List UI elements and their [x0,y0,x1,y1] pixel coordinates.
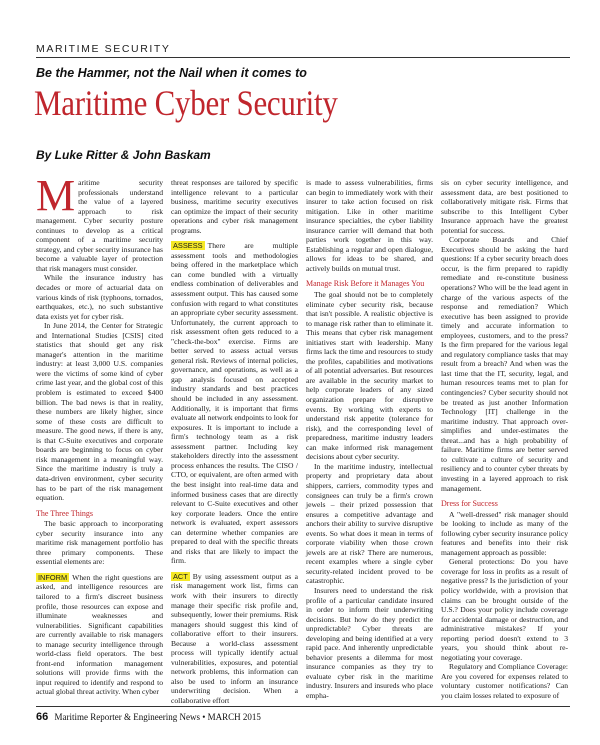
paragraph: is made to assess vulnerabilities, firms can begin to immediately work with their insurer to take action focused on risk mitigation. Like in other maritime insurance specialties, the cyber liability insurance carrier will demand that both parties work together in this way. Establishing a regular and open dialogue, allows for ideas to be shared, and actively builds on mutual trust. [306,178,433,273]
paragraph: Regulatory and Compliance Coverage: Are you covered for expenses related to voluntary customer notifications? Can you claim losses related to exposure of [441,662,568,700]
column-3 [306,178,433,701]
paragraph-assess: ASSESS There are multiple assessment tools and methodologies being offered in the marketplace which can come bundled with a virtually endless combination of deliverables and assessment output. This has caused some confusion with regard to what constitutes an appropriate cyber security assessment. Unfortunately, the current approach to risk assessment often gets reduced to a "check-the-box" exercise. Firms are better served to assess actual versus general risk. Reviews of internal policies, governance, and operations, as well as a gap analysis focused on accepted industry standards and best practices should be included in any assessment. Additionally, it is important that firms evaluate all network endpoints to look for exposures. It is important to include a firm's technology team as a risk assessment partner. Including key stakeholders directly into the assessment process enhances the results. The CISO / CTO, or equivalent, are often armed with the best insight into real-time data and informed business cases that are directly relevant to C-Suite executives and other key corporate leaders. Once the entire network is evaluated, expert assessors can determine whether companies are prepared to deal with the specific threats and risks that are likely to impact the firm. [171,241,298,566]
paragraph: The basic approach to incorporating cyber security insurance into any maritime risk management portfolio has three primary components. These essential elements are: [36,519,163,567]
headline: Maritime Cyber Security [34,83,338,123]
byline: By Luke Ritter & John Baskam [36,148,211,162]
dropcap: M [36,171,76,220]
paragraph: Insurers need to understand the risk profile of a particular candidate insured in order to inform their underwriting decisions. But how do they predict the unpredictable? Cyber threats are developing and being identified at a very rapid pace. And inherently unpredictable behavior presents a dilemma for most insurance companies as they try to evaluate cyber risk in the maritime industry. Insurers and insureds who place empha- [306,585,433,700]
publication-line: Maritime Reporter & Engineering News • MARCH 2015 [54,712,261,722]
paragraph: sis on cyber security intelligence, and assessment data, are best positioned to collaboratively mitigate risk. Firms that subscribe to this Intelligent Cyber Insurance approach have the greatest potential for success. [441,178,568,235]
paragraph-inform: INFORM When the right questions are asked, and intelligence resources are tailored to a firm's discreet business profile, those resources can expose and illuminate weaknesses and vulnerabilities. Significant capabilities are currently available to risk managers to manage security intelligence through world-class field operators. The best front-end information management solutions will provide firms with the input required to identify and respond to actual global threat activity. When cyber [36,572,163,697]
column-4 [441,178,568,701]
footer-divider [36,706,570,707]
subhead-three-things: The Three Things [36,508,94,518]
paragraph: In June 2014, the Center for Strategic and International Studies [CSIS] cited statistics that should get any risk manager's attention in the maritime industry: at least 3,000 U.S. companies were the victims of some kind of cyber crime last year, and the global cost of this problem is estimated to exceed $400 billion. The bad news is that in reality, these numbers are likely higher, since some of these costs are difficult to measure. The good news, if there is any, is that C-Suite executives and corporate boards are beginning to focus on cyber risk management in a meaningful way. Since the maritime industry is truly a data-driven environment, cyber security has to be part of the risk management equation. [36,321,163,503]
paragraph: Corporate Boards and Chief Executives should be asking the hard questions: If a cyber security breach does occur, is the firm prepared to rapidly remediate and re-constitute business operations? Who will be the lead agent in charge of the various aspects of the response and remediation? Which executive has been assigned to provide timely and accurate information to employees, customers, and to the press? Is the firm prepared for the various legal and regulatory compliance tasks that may result from a breach? And when was the last time that the IT, security, legal, and human resources teams met to plan for contingencies? Cyber security should not be treated as just another Information Technology [IT] challenge in the maritime industry. That approach over-simplifies and under-estimates the threat...and has a high probability of failure. Maritime firms are better served to cultivate a culture of security and resiliency and to counter cyber threats by investing in a layered approach to risk management. [441,235,568,493]
assess-highlight: ASSESS [173,241,203,251]
paragraph: General protections: Do you have coverage for loss in profits as a result of negative press? Is the jurisdiction of your policy worldwide, with a provision that claims can be brought outside of the U.S.? Does your policy include coverage for accidental damage or destruction, and administrative mistakes? If your reporting period doesn't extend to 3 years, you should think about re-negotiating your coverage. [441,557,568,662]
subhead-dress-for-success: Dress for Success [441,499,498,509]
paragraph: threat responses are tailored by specific intelligence relevant to a particular business, maritime security executives can optimize the impact of their security operations and cyber risk management programs. [171,178,298,235]
lead-paragraph: Maritime security professionals understand the value of a layered approach to risk management. Cyber security posture continues to develop as a critical component of a maritime security strategy, and cyber security insurance has become a valuable layer of protection that risk managers must consider. [36,171,163,273]
footer [36,711,261,723]
section-label: MARITIME SECURITY [36,43,171,55]
paragraph: While the insurance industry has decades or more of actuarial data on various kinds of risk (typhoons, tornados, earthquakes, etc.), no such substantive data exists yet for cyber risk. [36,273,163,321]
column-2 [171,178,298,706]
act-highlight: ACT [173,571,188,581]
section-divider [36,57,570,58]
paragraph: The goal should not be to completely eliminate cyber security risk, because that isn't possible. A realistic objective is to manage risk rather than to eliminate it. This means that cyber risk management initiatives start with leadership. Many firms lack the time and resources to study the profiles, capabilities and motivations of all potential adversaries. But resources are available in the security market to help corporate leaders of any sized organization prepare for disruptive events. By working with experts to understand risk appetite (tolerance for risk), and the corresponding level of preparedness, maritime industry leaders can make informed risk management decisions about cyber security. [306,290,433,462]
paragraph-act: ACT By using assessment output as a risk management work list, firms can work with their insurers to directly manage their specific risk profile and, subsequently, lower their premiums. Risk managers should suggest this kind of collaborative effort to their insurers. Because a world-class assessment process will typically identify actual vulnerabilities, exposures, and potential network problems, this information can also be used to inform an insurance underwriting decision. When a collaborative effort [171,571,298,705]
subhead-manage-risk: Manage Risk Before it Manages You [306,279,425,289]
kicker: Be the Hammer, not the Nail when it comes to [36,66,307,80]
inform-highlight: INFORM [38,572,68,582]
paragraph: A "well-dressed" risk manager should be looking to include as many of the following cyber security insurance policy features and benefits into their risk management approach as possible: [441,509,568,557]
page-number: 66 [36,711,49,723]
column-1 [36,171,163,697]
paragraph: In the maritime industry, intellectual property and proprietary data about shippers, carriers, commodity types and consignees can truly be a firm's crown jewels – their prized possession that ensures a competitive advantage and anchors their ability to survive disruptive events. So what does it mean in terms of corporate viability when those crown jewels are at risk? There are numerous, recent examples where a single cyber security-related incident proved to be catastrophic. [306,461,433,586]
